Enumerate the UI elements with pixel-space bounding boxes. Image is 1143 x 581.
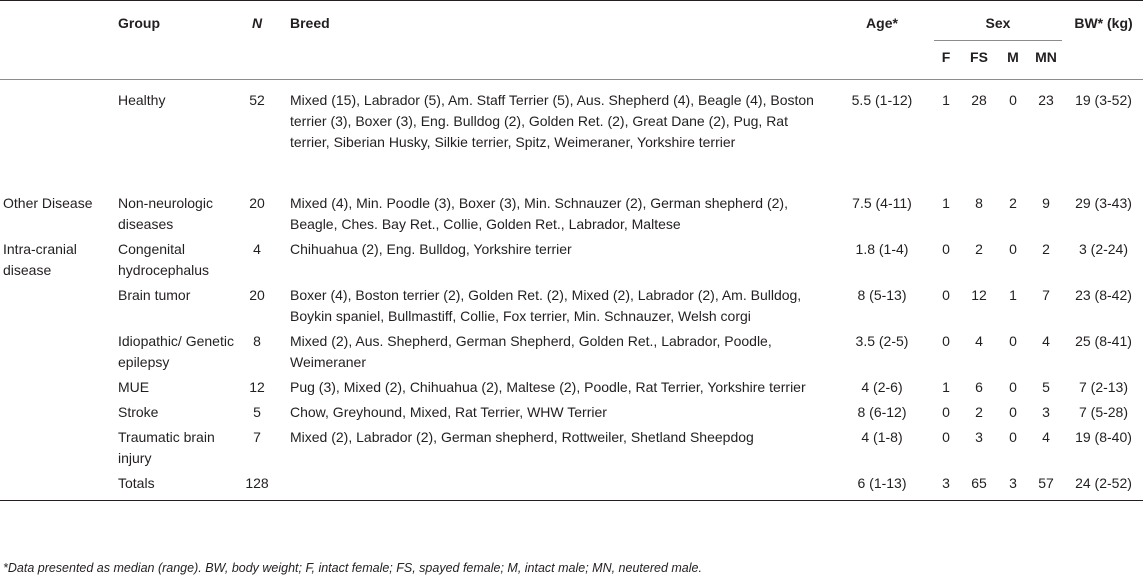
bw-cell: 23 (8-42) bbox=[1075, 286, 1132, 303]
n-cell: 7 bbox=[253, 428, 261, 445]
sex-fs-cell: 12 bbox=[971, 286, 987, 303]
header-bw: BW* (kg) bbox=[1074, 15, 1133, 31]
age-cell: 5.5 (1-12) bbox=[851, 91, 913, 108]
table-row bbox=[0, 375, 1143, 400]
breed-cell: Mixed (15), Labrador (5), Am. Staff Terrier (5), Aus. Shepherd (4), Beagle (4), Boston terrier (3), Boxer (3), Eng. Bulldog (2), Golden Ret. (2), Great Dane (2), Pug, Rat terrier, Siberian Husky, Silkie terrier, Spitz, Weimeraner, Yorkshire terrier bbox=[290, 91, 814, 150]
bw-cell: 19 (8-40) bbox=[1075, 428, 1132, 445]
header-n: N bbox=[251, 15, 263, 31]
sex-m-cell: 0 bbox=[1009, 378, 1017, 395]
table-row bbox=[0, 177, 1143, 237]
age-cell: 8 (6-12) bbox=[857, 403, 907, 420]
group-cell: Brain tumor bbox=[118, 286, 191, 303]
sex-m-cell: 0 bbox=[1009, 240, 1017, 257]
n-cell: 128 bbox=[245, 474, 269, 491]
table-row bbox=[0, 400, 1143, 425]
group-cell: Congenital hydrocephalus bbox=[118, 240, 210, 278]
n-cell: 5 bbox=[253, 403, 261, 420]
group-cell: Idiopathic/ Genetic epilepsy bbox=[118, 332, 234, 370]
table-row bbox=[0, 425, 1143, 471]
age-cell: 8 (5-13) bbox=[857, 286, 907, 303]
table-row bbox=[0, 283, 1143, 329]
sex-fs-cell: 3 bbox=[975, 428, 983, 445]
header-sex: Sex bbox=[934, 13, 1062, 41]
n-cell: 20 bbox=[249, 286, 265, 303]
header-group: Group bbox=[118, 15, 160, 31]
table-row bbox=[0, 329, 1143, 375]
sex-f-cell: 0 bbox=[942, 240, 950, 257]
sex-f-cell: 3 bbox=[942, 474, 950, 491]
breed-cell: Mixed (4), Min. Poodle (3), Boxer (3), Min. Schnauzer (2), German shepherd (2), Beagle, Ches. Bay Ret., Collie, Golden Ret., Labrador, Maltese bbox=[290, 194, 788, 232]
sex-m-cell: 3 bbox=[1009, 474, 1017, 491]
n-cell: 20 bbox=[249, 194, 265, 211]
category-cell bbox=[0, 471, 111, 501]
bw-cell: 7 (2-13) bbox=[1078, 378, 1129, 395]
header-sex-mn: MN bbox=[1035, 49, 1057, 65]
age-cell: 3.5 (2-5) bbox=[855, 332, 909, 349]
sex-mn-cell: 23 bbox=[1038, 91, 1054, 108]
sex-fs-cell: 2 bbox=[975, 240, 983, 257]
breed-cell: Pug (3), Mixed (2), Chihuahua (2), Maltese (2), Poodle, Rat Terrier, Yorkshire terrier bbox=[290, 378, 806, 395]
header-breed: Breed bbox=[290, 15, 330, 31]
n-cell: 52 bbox=[249, 91, 265, 108]
table-row bbox=[0, 80, 1143, 177]
category-cell: Other Disease bbox=[3, 194, 93, 211]
header-age: Age* bbox=[866, 15, 898, 31]
n-cell: 4 bbox=[253, 240, 261, 257]
sex-f-cell: 0 bbox=[942, 428, 950, 445]
bw-cell: 19 (3-52) bbox=[1075, 91, 1132, 108]
group-cell: MUE bbox=[118, 378, 150, 395]
bw-cell: 3 (2-24) bbox=[1078, 240, 1129, 257]
sex-fs-cell: 6 bbox=[975, 378, 983, 395]
n-cell: 8 bbox=[253, 332, 261, 349]
group-cell: Stroke bbox=[118, 403, 159, 420]
bw-cell: 7 (5-28) bbox=[1078, 403, 1129, 420]
sex-mn-cell: 5 bbox=[1042, 378, 1050, 395]
breed-cell bbox=[278, 471, 832, 501]
sex-f-cell: 1 bbox=[942, 378, 950, 395]
sex-f-cell: 0 bbox=[942, 403, 950, 420]
category-cell bbox=[0, 283, 111, 329]
sex-f-cell: 0 bbox=[942, 332, 950, 349]
age-cell: 6 (1-13) bbox=[857, 474, 907, 491]
table-row bbox=[0, 471, 1143, 501]
group-cell: Totals bbox=[118, 474, 155, 491]
table-row bbox=[0, 237, 1143, 283]
sex-f-cell: 1 bbox=[942, 91, 950, 108]
age-cell: 1.8 (1-4) bbox=[855, 240, 909, 257]
breed-cell: Chihuahua (2), Eng. Bulldog, Yorkshire terrier bbox=[290, 240, 572, 257]
sex-m-cell: 2 bbox=[1009, 194, 1017, 211]
header-sex-fs: FS bbox=[970, 49, 988, 65]
sex-fs-cell: 8 bbox=[975, 194, 983, 211]
table-header bbox=[0, 1, 1143, 80]
age-cell: 4 (2-6) bbox=[861, 378, 903, 395]
n-cell: 12 bbox=[249, 378, 265, 395]
header-sex-group bbox=[932, 1, 1064, 42]
sex-mn-cell: 57 bbox=[1038, 474, 1054, 491]
group-cell: Non-neurologic diseases bbox=[118, 194, 213, 232]
sex-mn-cell: 4 bbox=[1042, 332, 1050, 349]
group-cell: Healthy bbox=[118, 91, 166, 108]
age-cell: 7.5 (4-11) bbox=[852, 194, 912, 211]
sex-m-cell: 0 bbox=[1009, 403, 1017, 420]
table-footnote: *Data presented as median (range). BW, body weight; F, intact female; FS, spayed female; M, intact male; MN, neutered male. bbox=[3, 561, 702, 575]
category-cell bbox=[0, 375, 111, 400]
category-cell bbox=[0, 80, 111, 177]
sex-mn-cell: 4 bbox=[1042, 428, 1050, 445]
sex-fs-cell: 28 bbox=[971, 91, 987, 108]
breed-cell: Mixed (2), Aus. Shepherd, German Shepherd, Golden Ret., Labrador, Poodle, Weimeraner bbox=[290, 332, 772, 370]
breed-cell: Chow, Greyhound, Mixed, Rat Terrier, WHW Terrier bbox=[290, 403, 607, 420]
age-cell: 4 (1-8) bbox=[861, 428, 903, 445]
category-cell: Intra-cranial disease bbox=[3, 240, 77, 278]
category-cell bbox=[0, 425, 111, 471]
sex-fs-cell: 2 bbox=[975, 403, 983, 420]
category-cell bbox=[0, 329, 111, 375]
bw-cell: 29 (3-43) bbox=[1075, 194, 1132, 211]
header-sex-f: F bbox=[941, 49, 951, 65]
table-body bbox=[0, 80, 1143, 501]
sex-mn-cell: 2 bbox=[1042, 240, 1050, 257]
sex-mn-cell: 7 bbox=[1042, 286, 1050, 303]
header-sex-m: M bbox=[1007, 49, 1019, 65]
breed-cell: Mixed (2), Labrador (2), German shepherd, Rottweiler, Shetland Sheepdog bbox=[290, 428, 754, 445]
breed-cell: Boxer (4), Boston terrier (2), Golden Ret. (2), Mixed (2), Labrador (2), Am. Bulldog, Boykin spaniel, Bullmastiff, Collie, Fox terrier, Min. Schnauzer, Welsh corgi bbox=[290, 286, 802, 324]
sex-mn-cell: 9 bbox=[1042, 194, 1050, 211]
bw-cell: 25 (8-41) bbox=[1075, 332, 1132, 349]
sex-m-cell: 0 bbox=[1009, 428, 1017, 445]
sex-f-cell: 0 bbox=[942, 286, 950, 303]
group-cell: Traumatic brain injury bbox=[118, 428, 215, 466]
sex-m-cell: 0 bbox=[1009, 91, 1017, 108]
sex-m-cell: 1 bbox=[1009, 286, 1017, 303]
sex-fs-cell: 4 bbox=[975, 332, 983, 349]
bw-cell: 24 (2-52) bbox=[1075, 474, 1132, 491]
category-cell bbox=[0, 400, 111, 425]
sex-f-cell: 1 bbox=[942, 194, 950, 211]
sex-mn-cell: 3 bbox=[1042, 403, 1050, 420]
sex-fs-cell: 65 bbox=[971, 474, 987, 491]
sex-m-cell: 0 bbox=[1009, 332, 1017, 349]
